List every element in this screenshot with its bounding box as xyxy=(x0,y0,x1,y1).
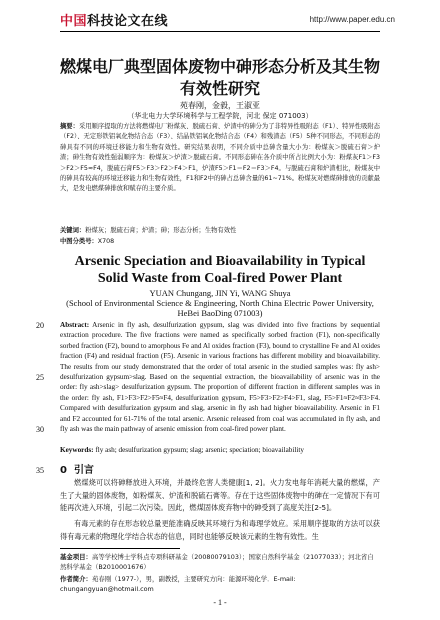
intro-paragraph-1: 燃煤烧可以将砷释放进入环境，并最终危害人类健康[1, 2]。火力发电每年消耗大量的燃煤，产生了大量的固体废物，如粉煤灰、炉渣和脱硫石膏等。存在于这些固体废物中的砷在一定情况下有可能再次进入环境，引起二次污染。因此，燃煤固体废弃物中的砷受到了高度关注[2-5]。 xyxy=(60,478,380,513)
clc-cn-text: X708 xyxy=(97,238,115,245)
footnote-funding xyxy=(60,552,380,572)
line-number: 30 xyxy=(36,425,44,434)
footnote-author xyxy=(60,574,380,594)
title-cn: 燃煤电厂典型固体废物中砷形态分析及其生物有效性研究 xyxy=(60,57,381,98)
logo-red-text: 中国 xyxy=(60,14,88,29)
clc-cn xyxy=(60,237,380,247)
line-number: 35 xyxy=(36,466,44,475)
footnote-funding-text: 高等学校博士学科点专项科研基金（20080079103）；国家自然科学基金（21077033）；河北省自然科学基金（B2010001676） xyxy=(60,553,374,571)
abstract-cn-label: 摘要： xyxy=(60,123,79,130)
logo-black-text: 科技论文在线 xyxy=(87,14,169,29)
keywords-en xyxy=(60,445,380,455)
footnote-author-text: 苑春刚（1977-），男，副教授，主要研究方向：能源环境化学．E-mail: chungangyuan@hotmail.com xyxy=(60,575,296,593)
footnote-funding-label: 基金项目： xyxy=(60,553,92,561)
section-title: 引言 xyxy=(73,465,94,476)
line-number: 25 xyxy=(36,373,44,382)
intro-paragraph-2: 有毒元素的存在形态较总量更能准确反映其环境行为和毒理学效应。采用顺序提取的方法可以获得有毒元素的物理化学结合状态的信息，同时也能够反映该元素的生物有效性。生 xyxy=(60,519,380,541)
line-number: 20 xyxy=(36,321,44,330)
abstract-en xyxy=(60,320,380,434)
site-url[interactable]: http://www.paper.edu.cn xyxy=(309,15,395,24)
footnote-rule xyxy=(60,548,180,549)
abstract-cn xyxy=(60,122,380,195)
abstract-en-label: Abstract: xyxy=(60,321,90,329)
section-heading xyxy=(60,461,94,476)
keywords-cn-label: 关键词： xyxy=(60,227,86,234)
abstract-en-text: Arsenic in fly ash, desulfurization gypsum, slag was divided into five fractions by sequential extraction procedure. The five fractions were named as specifically sorbed fraction (F1), non-specifically sorbed fraction (F2), bound to amorphous Fe and Al oxides fraction (F3), bound to crystalline Fe and Al oxides fraction (F4) and residual fraction (F5). Arsenic in various fractions has different mobility and bioavailability. The results from our study demonstrated that the order of total arsenic in the studied samples was: fly ash> desulfurization gypsum>slag. Based on the sequential extraction, the bioavailability of arsenic was in the order: fly ash>slag> desulfurization gypsum. The proportion of different fraction in different samples was in the order: fly ash, F1>F3>F2>F5≈F4, desulfurization gypsum, F5>F3>F2>F4>F1, slag, F5>F1≈F2≈F3>F4. Compared with desulfurization gypsum and slag, arsenic in fly ash had higher bioavailability. Arsenic in F1 and F2 accounted for 61-71% of the total arsenic. Arsenic released from coal was accumulated in fly ash, and fly ash was the main pathway of arsenic emission from coal-fired power plant. xyxy=(60,321,380,434)
authors-en: YUAN Chungang, JIN Yi, WANG Shuya xyxy=(149,288,291,298)
header-rule xyxy=(60,31,380,32)
clc-cn-label: 中图分类号： xyxy=(60,238,98,245)
affiliation-en-line1: (School of Environmental Science & Engineering, North China Electric Power University, xyxy=(66,298,374,308)
title-en: Arsenic Speciation and Bioavailability in Typical Solid Waste from Coal-fired Power Plant xyxy=(74,254,366,286)
abstract-cn-text: 采用顺序提取的方法将燃煤电厂粉煤灰、脱硫石膏、炉渣中的砷分为了非特异性吸附态（F1）、特异性吸附态（F2）、无定形铁铝氧化物结合态（F3）、结晶铁铝氧化物结合态（F4）和残渣态（F5）5种不同形态，不同形态的砷具有不同的环境迁移能力和生物有效性。研究结果表明，不同介质中总砷含量大小为：粉煤灰＞脱硫石膏＞炉渣；砷生物有效性强弱顺序为：粉煤灰＞炉渣＞脱硫石膏。不同形态砷在各介质中所占比例大小为：粉煤灰F1＞F3＞F2＞F5≈F4，脱硫石膏F5＞F3＞F2＞F4＞F1，炉渣F5＞F1＝F2＝F3＞F4。与脱硫石膏和炉渣相比，粉煤灰中的砷具有较高的环境迁移能力和生物有效性，F1和F2中的砷占总砷含量的61~71%。粉煤灰对燃煤砷排放的贡献最大，是发电燃煤砷排放和赋存的主要介质。 xyxy=(60,123,381,193)
keywords-en-text: fly ash; desulfurization gypsum; slag; arsenic; speciation; bioavailability xyxy=(93,446,304,454)
section-number: 0 xyxy=(60,465,67,476)
keywords-en-label: Keywords: xyxy=(60,446,94,454)
page-number: - 1 - xyxy=(213,598,227,607)
affiliation-en-line2: HeBei BaoDing 071003) xyxy=(177,308,263,318)
footnote-author-label: 作者简介： xyxy=(60,575,92,583)
affiliation-cn: （华北电力大学环境科学与工程学院，河北 保定 071003） xyxy=(127,112,313,120)
authors-cn: 苑春刚，金毅，王淑亚 xyxy=(180,101,260,110)
keywords-cn xyxy=(60,226,380,236)
keywords-cn-text: 粉煤灰；脱硫石膏；炉渣；砷；形态分析；生物有效性 xyxy=(85,227,237,234)
site-logo xyxy=(60,10,168,29)
